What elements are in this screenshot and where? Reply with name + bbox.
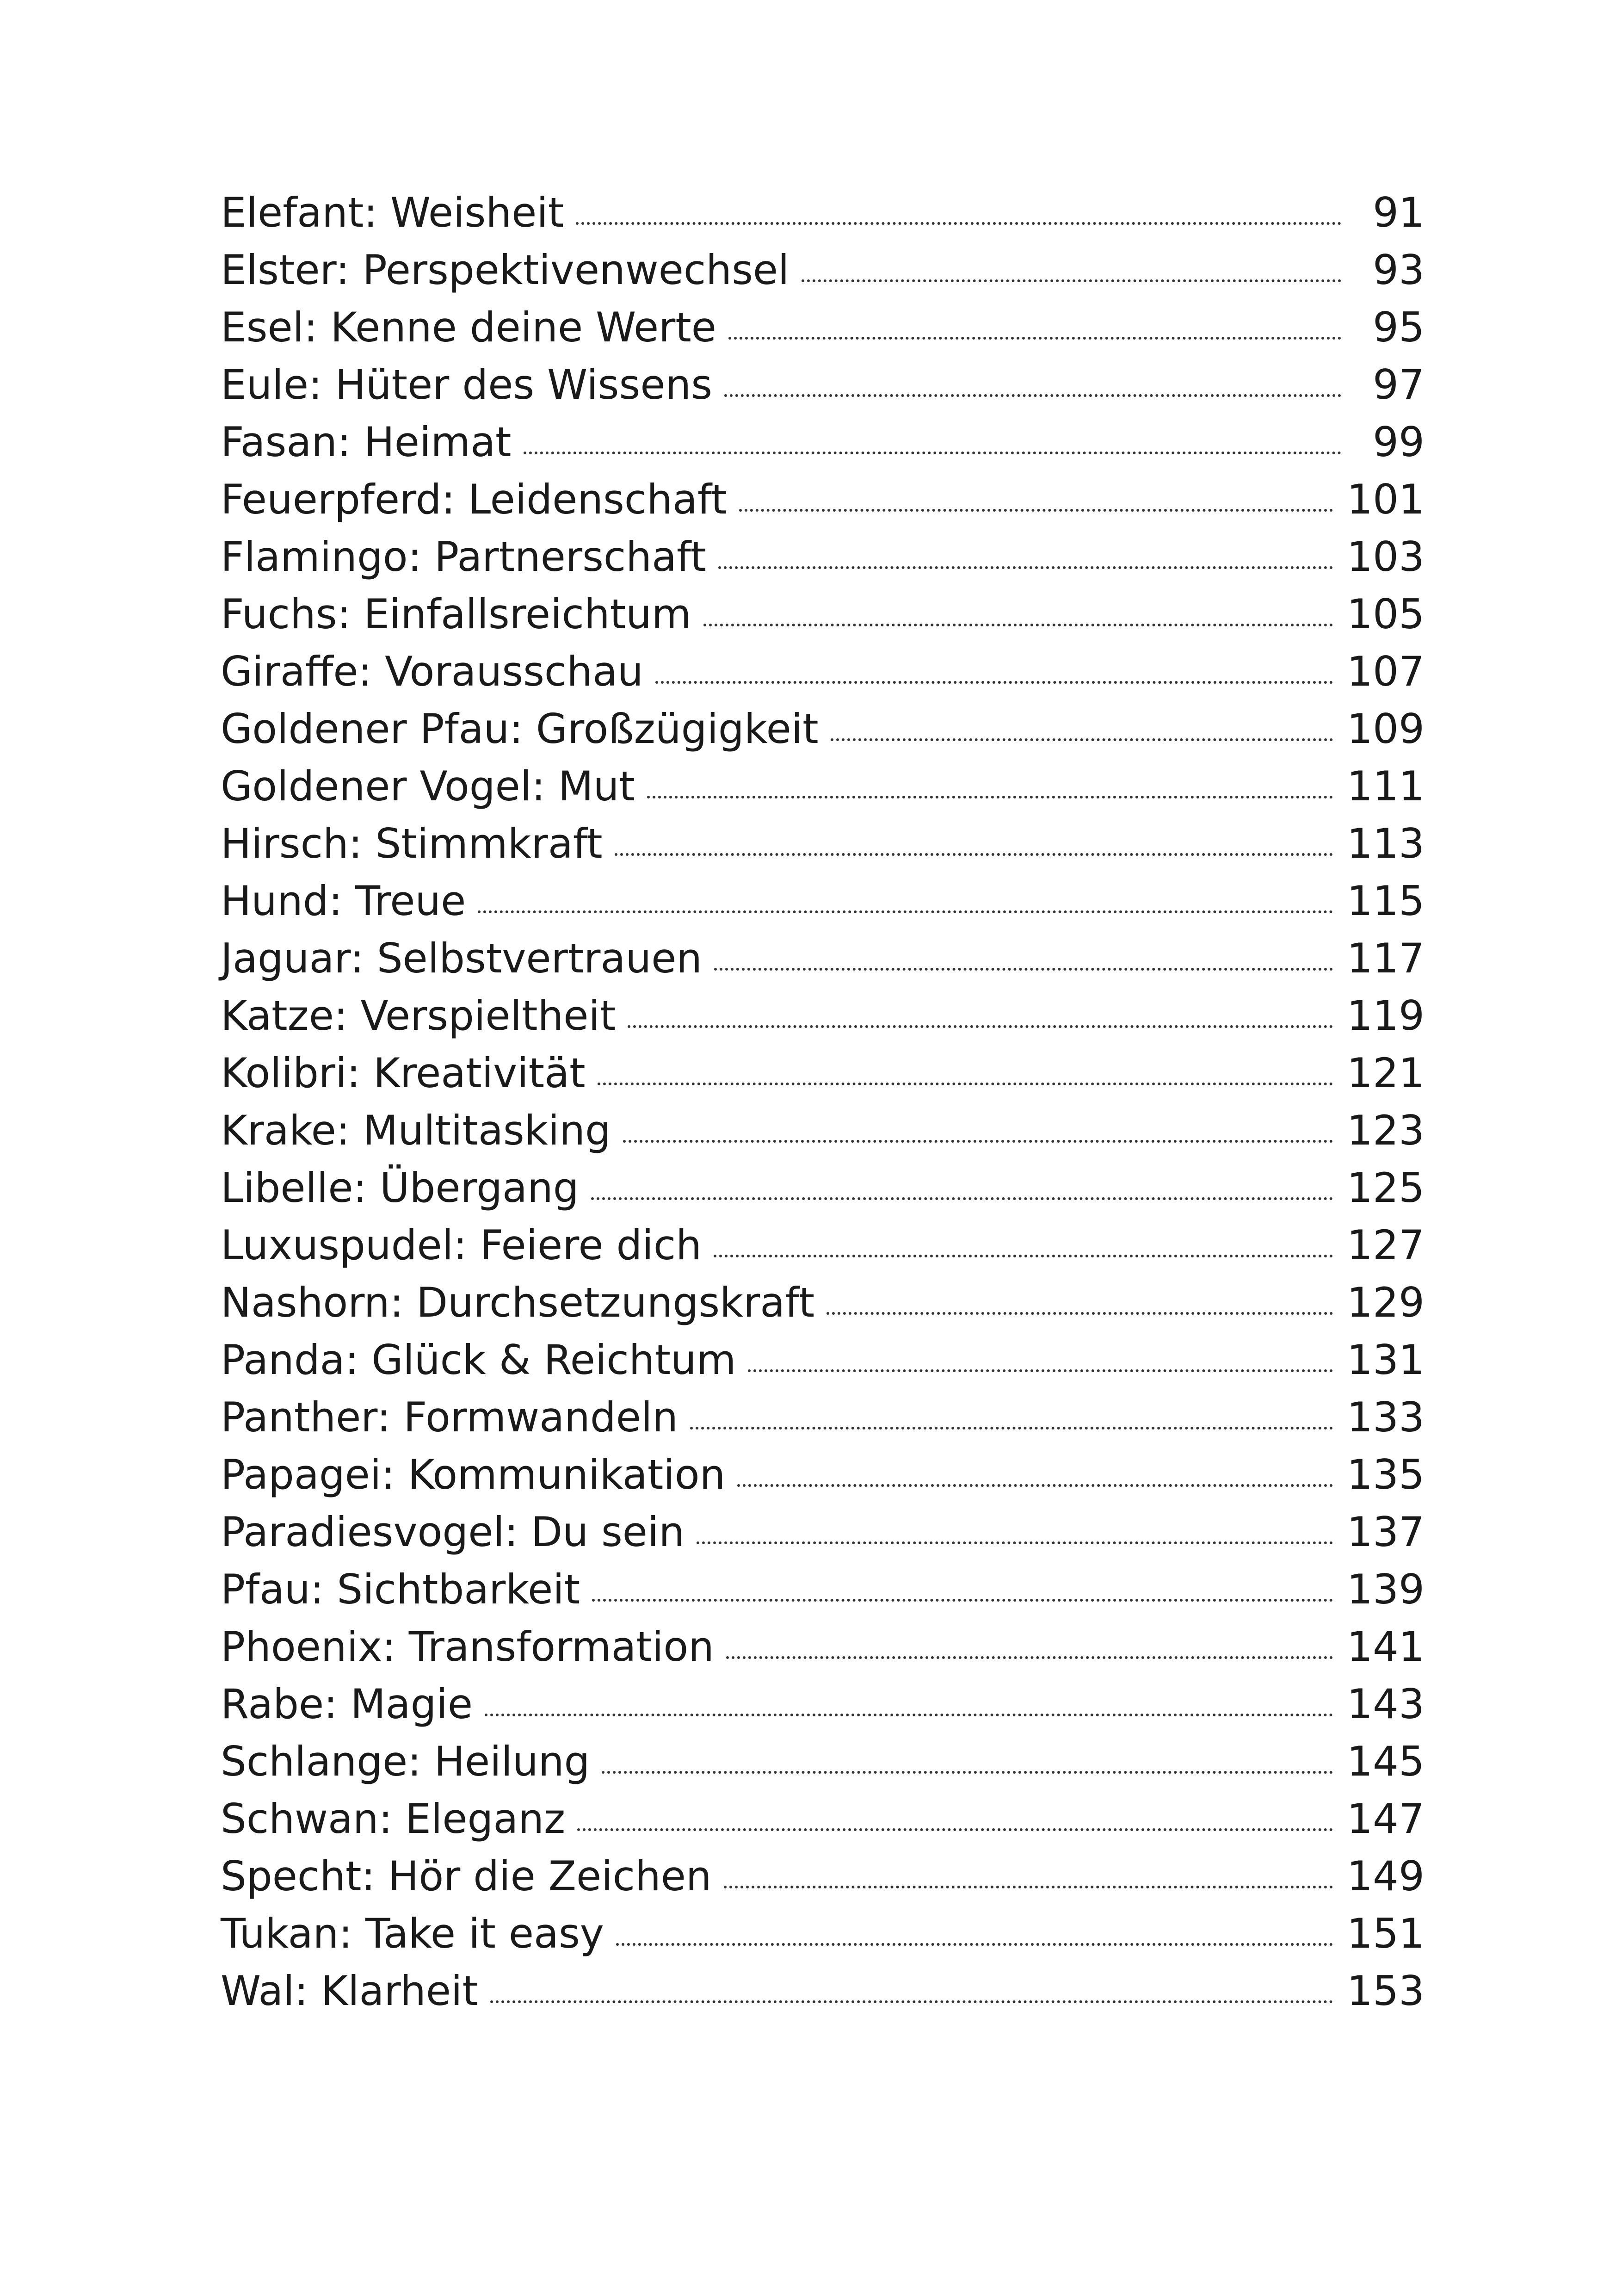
toc-entry-title: Papagei: Kommunikation — [221, 1451, 726, 1498]
toc-entry-title: Paradiesvogel: Du sein — [221, 1508, 685, 1556]
toc-entry-title: Luxuspudel: Feiere dich — [221, 1221, 702, 1269]
toc-entry-page: 101 — [1347, 476, 1425, 523]
dot-leader — [592, 1599, 1333, 1602]
toc-entry-page: 107 — [1347, 648, 1425, 695]
toc-entry[interactable] — [221, 815, 1425, 873]
toc-entry[interactable] — [221, 1504, 1425, 1561]
toc-entry-page: 119 — [1347, 992, 1425, 1040]
toc-entry-title: Goldener Vogel: Mut — [221, 762, 635, 810]
dot-leader — [714, 1255, 1333, 1257]
toc-entry-page: 139 — [1347, 1566, 1425, 1613]
toc-entry[interactable] — [221, 643, 1425, 700]
toc-entry[interactable] — [221, 1274, 1425, 1331]
dot-leader — [737, 1484, 1333, 1487]
toc-entry-page: 129 — [1347, 1279, 1425, 1326]
toc-entry[interactable] — [221, 184, 1425, 241]
dot-leader — [724, 394, 1341, 397]
toc-entry[interactable] — [221, 700, 1425, 758]
table-of-contents — [221, 184, 1425, 2020]
toc-entry[interactable] — [221, 930, 1425, 987]
toc-entry-title: Pfau: Sichtbarkeit — [221, 1566, 580, 1613]
toc-entry-title: Panther: Formwandeln — [221, 1393, 678, 1441]
toc-entry[interactable] — [221, 1618, 1425, 1676]
toc-entry-title: Fasan: Heimat — [221, 418, 512, 466]
toc-entry-page: 121 — [1347, 1049, 1425, 1097]
toc-entry-page: 127 — [1347, 1221, 1425, 1269]
toc-entry[interactable] — [221, 1561, 1425, 1618]
toc-entry-title: Feuerpferd: Leidenschaft — [221, 476, 727, 523]
toc-entry-page: 95 — [1373, 303, 1425, 351]
toc-entry-title: Esel: Kenne deine Werte — [221, 303, 716, 351]
toc-entry-page: 137 — [1347, 1508, 1425, 1556]
toc-entry[interactable] — [221, 1962, 1425, 2020]
dot-leader — [697, 1541, 1333, 1544]
toc-entry-title: Nashorn: Durchsetzungskraft — [221, 1279, 815, 1326]
toc-entry[interactable] — [221, 241, 1425, 299]
toc-entry-page: 105 — [1347, 590, 1425, 638]
dot-leader — [802, 279, 1341, 282]
dot-leader — [726, 1656, 1333, 1659]
toc-entry[interactable] — [221, 1331, 1425, 1389]
toc-entry-page: 145 — [1347, 1738, 1425, 1785]
toc-entry-page: 99 — [1373, 418, 1425, 466]
dot-leader — [647, 796, 1333, 798]
toc-entry-page: 123 — [1347, 1107, 1425, 1154]
toc-entry[interactable] — [221, 873, 1425, 930]
toc-entry-title: Goldener Pfau: Großzügigkeit — [221, 705, 819, 753]
dot-leader — [728, 337, 1341, 340]
toc-entry[interactable] — [221, 1848, 1425, 1905]
toc-entry-page: 103 — [1347, 533, 1425, 581]
toc-entry-title: Kolibri: Kreativität — [221, 1049, 586, 1097]
toc-entry-page: 125 — [1347, 1164, 1425, 1212]
toc-entry-page: 117 — [1347, 934, 1425, 982]
toc-entry-page: 147 — [1347, 1795, 1425, 1843]
toc-entry-title: Wal: Klarheit — [221, 1967, 478, 2015]
toc-entry-title: Elefant: Weisheit — [221, 189, 564, 236]
toc-entry-title: Giraffe: Vorausschau — [221, 648, 643, 695]
toc-entry[interactable] — [221, 1676, 1425, 1733]
toc-entry-page: 111 — [1347, 762, 1425, 810]
dot-leader — [748, 1369, 1333, 1372]
toc-entry-page: 97 — [1373, 361, 1425, 408]
dot-leader — [591, 1197, 1333, 1200]
toc-entry[interactable] — [221, 1389, 1425, 1446]
toc-entry[interactable] — [221, 1733, 1425, 1790]
toc-entry[interactable] — [221, 1159, 1425, 1217]
toc-entry[interactable] — [221, 1102, 1425, 1159]
toc-entry-page: 109 — [1347, 705, 1425, 753]
dot-leader — [598, 1083, 1333, 1085]
dot-leader — [602, 1771, 1333, 1774]
toc-entry-title: Specht: Hör die Zeichen — [221, 1852, 712, 1900]
dot-leader — [739, 509, 1333, 512]
dot-leader — [690, 1427, 1333, 1430]
toc-entry-page: 115 — [1347, 877, 1425, 925]
toc-entry-page: 151 — [1347, 1910, 1425, 1957]
dot-leader — [576, 222, 1341, 225]
toc-entry[interactable] — [221, 356, 1425, 414]
toc-entry-title: Jaguar: Selbstvertrauen — [221, 934, 703, 982]
dot-leader — [628, 1025, 1333, 1028]
toc-entry-page: 93 — [1373, 246, 1425, 294]
toc-entry-title: Hund: Treue — [221, 877, 466, 925]
toc-entry-title: Rabe: Magie — [221, 1680, 473, 1728]
dot-leader — [615, 853, 1333, 856]
toc-entry-page: 149 — [1347, 1852, 1425, 1900]
toc-entry[interactable] — [221, 1045, 1425, 1102]
toc-entry-title: Flamingo: Partnerschaft — [221, 533, 706, 581]
dot-leader — [623, 1140, 1333, 1143]
toc-entry[interactable] — [221, 414, 1425, 471]
toc-entry[interactable] — [221, 1217, 1425, 1274]
dot-leader — [703, 624, 1333, 626]
toc-entry[interactable] — [221, 1446, 1425, 1504]
toc-entry[interactable] — [221, 299, 1425, 356]
dot-leader — [718, 566, 1333, 569]
toc-entry-title: Katze: Verspieltheit — [221, 992, 616, 1040]
toc-entry-title: Libelle: Übergang — [221, 1164, 579, 1212]
toc-entry-page: 91 — [1373, 189, 1425, 236]
toc-entry[interactable] — [221, 586, 1425, 643]
toc-entry[interactable] — [221, 1905, 1425, 1962]
toc-entry-title: Tukan: Take it easy — [221, 1910, 604, 1957]
toc-entry[interactable] — [221, 1790, 1425, 1848]
toc-entry[interactable] — [221, 471, 1425, 528]
toc-entry-title: Schlange: Heilung — [221, 1738, 590, 1785]
toc-entry-page: 153 — [1347, 1967, 1425, 2015]
toc-entry[interactable] — [221, 987, 1425, 1045]
toc-entry-page: 135 — [1347, 1451, 1425, 1498]
dot-leader — [577, 1828, 1333, 1831]
toc-entry-title: Fuchs: Einfallsreichtum — [221, 590, 691, 638]
dot-leader — [724, 1886, 1333, 1888]
toc-entry-page: 133 — [1347, 1393, 1425, 1441]
dot-leader — [655, 681, 1333, 684]
dot-leader — [524, 452, 1341, 454]
dot-leader — [714, 968, 1333, 971]
toc-entry-title: Eule: Hüter des Wissens — [221, 361, 713, 408]
dot-leader — [485, 1714, 1333, 1716]
toc-entry-title: Phoenix: Transformation — [221, 1623, 714, 1671]
toc-entry-title: Elster: Perspektivenwechsel — [221, 246, 789, 294]
toc-entry-title: Hirsch: Stimmkraft — [221, 820, 603, 867]
toc-entry-page: 131 — [1347, 1336, 1425, 1384]
dot-leader — [827, 1312, 1333, 1315]
dot-leader — [478, 910, 1333, 913]
toc-entry-title: Schwan: Eleganz — [221, 1795, 566, 1843]
toc-entry[interactable] — [221, 758, 1425, 815]
toc-entry-title: Panda: Glück & Reichtum — [221, 1336, 736, 1384]
toc-entry-page: 143 — [1347, 1680, 1425, 1728]
toc-entry[interactable] — [221, 528, 1425, 586]
dot-leader — [616, 1943, 1333, 1946]
dot-leader — [490, 2000, 1333, 2003]
dot-leader — [831, 738, 1333, 741]
toc-entry-page: 113 — [1347, 820, 1425, 867]
toc-entry-title: Krake: Multitasking — [221, 1107, 611, 1154]
toc-entry-page: 141 — [1347, 1623, 1425, 1671]
